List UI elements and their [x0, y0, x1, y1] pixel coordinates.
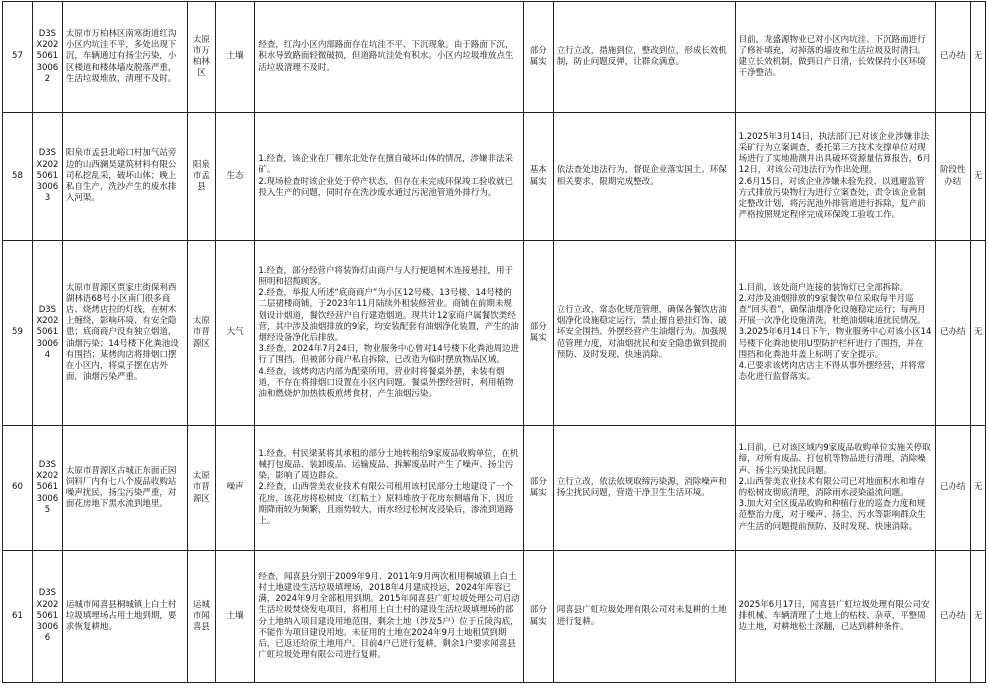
truth-status: 基本属实	[523, 113, 553, 241]
completion-status: 阶段性办结	[935, 113, 970, 241]
investigation-findings	[255, 241, 523, 426]
administrative-area: 运城市闻喜县	[188, 551, 216, 683]
row-number: 59	[3, 241, 33, 426]
progress-paragraph: 4.已要求该烤肉店店主不得从事外摆经营，并将常态化进行监督落实。	[738, 361, 926, 383]
pollution-type: 土壤	[215, 551, 255, 683]
progress-paragraph: 3.加大对全区废品收购和种植行业的巡查力度和规范整治力度，对于噪声、扬尘、污水等影响群众生产生活的问题提前预防、及时发现、快速消除。	[738, 499, 926, 532]
table-row	[3, 2, 986, 113]
finding-paragraph: 经查，红沟小区内部路面存在坑洼不平、下沉现象。由于路面下沉，积水导致路面轻微破损，但道路坑洼处有积水。小区内垃圾堆放点生活垃圾清理不及时。	[258, 40, 514, 73]
completion-status: 已办结	[935, 241, 970, 426]
row-number: 61	[3, 551, 33, 683]
progress-paragraph: 2.对涉及油烟排放的9家餐饮单位采取每半月巡查“回头看”，确保油烟净化设施稳定运行；每两月开展一次净化设施清洗，杜绝油烟味道扰民情况。	[738, 293, 926, 327]
progress-paragraph: 2025年6月17日，闻喜县广虹垃圾处理有限公司安排机械、车辆清理了土地上的枯枝、杂草，平整周边土地，对耕地松土深翻，已达到耕种条件。	[738, 599, 930, 633]
handling-plan: 立行立改，措施到位，整改到位，形成长效机制，防止问题反弹，让群众满意。	[553, 2, 735, 113]
case-code: D3SX202506130063	[32, 113, 62, 241]
table-row	[3, 551, 986, 683]
finding-paragraph: 1.经查，村民梁某将其承租的部分土地转租给9家废品收购单位，在机械打包废品、装卸废品、运输废品、拆解废品时产生了噪声、扬尘污染，影响了周边群众。	[258, 448, 519, 482]
progress-paragraph: 2.6月15日，对该企业涉嫌未验先投、以逃避监管方式排放污染物行为进行立案查处，责令该企业制定整改计划，将污泥池外排管道进行拆除，复产前严格按照规定程序完成环保竣工验收工作。	[738, 176, 926, 221]
investigation-findings	[255, 551, 523, 683]
complaint-description: 太原市晋源区贾家庄街保利西湖林语68号小区南门很多商店、烧烤店拉的灯线，在树木上缠绕，影响环境、有安全隐患；底商商户没有独立烟道，油烟污染；14号楼下化粪池设有围挡；某烤肉店将排烟口摆在小区内，将桌子摆在店外面，油烟污染严重。	[62, 241, 187, 426]
rectification-progress	[735, 2, 935, 113]
pollution-type: 大气	[215, 241, 255, 426]
completion-status: 已办结	[935, 551, 970, 683]
accountability-note: 无	[970, 113, 985, 241]
progress-paragraph: 目前，龙盛源物业已对小区内坑洼、下沉路面进行了修补填充，对掉落的墙皮和生活垃圾及时清扫。建立长效机制，做到日产日清，长效保持小区环境干净整洁。	[738, 34, 926, 79]
progress-paragraph: 3.2025年6月14日下午，物业服务中心对该小区14号楼下化粪池使用U型防护栏杆进行了围挡，并在围挡和化粪池井盖上标明了安全提示。	[738, 327, 932, 360]
accountability-note: 无	[970, 426, 985, 551]
table-row	[3, 241, 986, 426]
investigation-findings	[255, 426, 523, 551]
finding-paragraph: 2.现场检查时该企业处于停产状态，但存在未完成环保竣工验收就已投入生产的问题，同时存在洗沙废水通过污泥池管道外排行为。	[258, 176, 513, 198]
rectification-progress	[735, 551, 935, 683]
row-number: 58	[3, 113, 33, 241]
row-number: 60	[3, 426, 33, 551]
complaint-description: 太原市万柏林区南寒街道红沟小区内坑洼不平，多处出现下沉，车辆通过有扬尘污染，小区楼道和楼体墙皮脱落严重，生活垃圾堆放，清理不及时。	[62, 2, 187, 113]
case-code: D3SX202506130065	[32, 426, 62, 551]
truth-status: 部分属实	[523, 426, 553, 551]
finding-paragraph: 2.经查，举报人所述“底商商户”为小区12号楼、13号楼、14号楼的二层裙楼商铺，于2023年11月陆续外租装修营业。商铺在前期未规划设计烟道，餐饮经营户自行建造烟道。现共计12家商户属餐饮类经营，其中涉及油烟排放的9家，均安装配套有油烟净化装置，产生的油烟经设备净化后排放。	[258, 288, 519, 343]
rectification-progress	[735, 113, 935, 241]
rectification-progress	[735, 426, 935, 551]
finding-paragraph: 2.经查，山西誉美农业技术有限公司租用该村民部分土地建设了一个花房，该花房将松树皮（红粘土）原料堆放于花房东侧墙角下，因近期降雨较为频繁，且雨势较大，雨水经过松树皮浸染后，渗流到道路上。	[258, 482, 514, 526]
truth-status: 部分属实	[523, 241, 553, 426]
case-code: D3SX202506130066	[32, 551, 62, 683]
handling-plan: 依法查处违法行为，督促企业落实国土、环保相关要求，限期完成整改。	[553, 113, 735, 241]
case-code: D3SX202506130064	[32, 241, 62, 426]
administrative-area: 太原市晋源区	[188, 426, 216, 551]
administrative-area: 阳泉市孟县	[188, 113, 216, 241]
row-number: 57	[3, 2, 33, 113]
finding-paragraph: 4.经查，该烤肉店内部为配菜所用，营业时将餐桌外摆，未装有烟道，不存在将排烟口设置在小区内问题。餐桌外摆经营时，利用植物油和燃烧炉加热铁板煎烤食材，产生油烟污染。	[258, 366, 514, 400]
completion-status: 已办结	[935, 2, 970, 113]
pollution-type: 生态	[215, 113, 255, 241]
pollution-type: 噪声	[215, 426, 255, 551]
progress-paragraph: 1.目前，已对该区域内9家废品收购单位实施关停取缔，对所有废品、打包机等物品进行清理，消除噪声、扬尘污染扰民问题。	[738, 443, 931, 476]
finding-paragraph: 经查，闻喜县分别于2009年9月、2011年9月两次租用桐城镇上白土村土地建设生活垃圾填埋场，2018年4月建成投运，2024年库容已满，2024年9月全部租用到期。2015年闻喜县广虹垃圾处理公司启动生活垃圾焚烧发电项目，将租用上白土村的建设生活垃圾填埋场的部分土地纳入项目建设用地范围，剩余土地（涉及5户）位于丘陵沟底，不能作为项目建设用地。未征用的土地在2024年9月土地租赁到期后，已返还给原土地用户。目前4户已进行复耕，剩余1户要求闻喜县广虹垃圾处理有限公司进行复耕。	[258, 571, 520, 661]
handling-plan: 立行立改，常态化规范管理，确保各餐饮店油烟净化设施稳定运行，禁止擅自悬挂灯饰、破坏安全围挡、外摆经营产生油烟行为。加强规范管理力度，对油烟扰民和安全隐患做到提前预防、及时发现、快速消除。	[553, 241, 735, 426]
progress-paragraph: 1.目前，该处商户连接的装饰灯已全部拆除。	[738, 282, 909, 293]
administrative-area: 太原市万柏林区	[188, 2, 216, 113]
rectification-progress	[735, 241, 935, 426]
handling-plan: 立行立改，依法依规取缔污染源，消除噪声和扬尘扰民问题，营造干净卫生生活环境。	[553, 426, 735, 551]
truth-status: 部分属实	[523, 2, 553, 113]
table-row	[3, 426, 986, 551]
accountability-note: 无	[970, 241, 985, 426]
complaint-description: 运城市闻喜县桐城镇上白土村垃圾填埋场占用土地到期，要求恢复耕地。	[62, 551, 187, 683]
investigation-findings	[255, 113, 523, 241]
case-table	[2, 1, 986, 683]
complaint-description: 阳泉市孟县北峪口村加气站旁边的山西澜昊建筑材料有限公司私挖乱采，破坏山体；晚上私自生产，洗沙产生的废水排入河渠。	[62, 113, 187, 241]
progress-paragraph: 2.山西誉美农业技术有限公司已对地面积水和堆存的松树皮彻底清理，消除雨水浸染溢流问题。	[738, 476, 926, 498]
complaint-description: 太原市晋源区古城正东面正园饲料厂内有七八个废品收购站噪声扰民，扬尘污染严重，对面花房地下黑水流到地里。	[62, 426, 187, 551]
handling-plan: 闻喜县广虹垃圾处理有限公司对未复耕的土地进行复耕。	[553, 551, 735, 683]
finding-paragraph: 3.经查，2024年7月24日，物业服务中心曾对14号楼下化粪池周边进行了围挡，但被部分商户私自拆除，已改造为临时摆放物品区域。	[258, 344, 520, 366]
completion-status: 已办结	[935, 426, 970, 551]
finding-paragraph: 1.经查，该企业在厂棚东北处存在擅自破坏山体的情况，涉嫌非法采矿。	[258, 154, 513, 176]
administrative-area: 太原市晋源区	[188, 241, 216, 426]
accountability-note: 无	[970, 2, 985, 113]
investigation-findings	[255, 2, 523, 113]
case-code: D3SX202506130062	[32, 2, 62, 113]
pollution-type: 土壤	[215, 2, 255, 113]
truth-status: 部分属实	[523, 551, 553, 683]
table-row	[3, 113, 986, 241]
accountability-note: 无	[970, 551, 985, 683]
progress-paragraph: 1.2025年3月14日，执法部门已对该企业涉嫌非法采矿行为立案调查，委托第三方技术支撑单位对现场进行了实地勘测并出具破坏资源量估算报告，6月12日，对该公司违法行为作出处理。	[738, 131, 932, 176]
finding-paragraph: 1.经查，部分经营户将装饰灯由商户与人行便道树木连接悬挂，用于照明和招揽顾客。	[258, 265, 513, 287]
